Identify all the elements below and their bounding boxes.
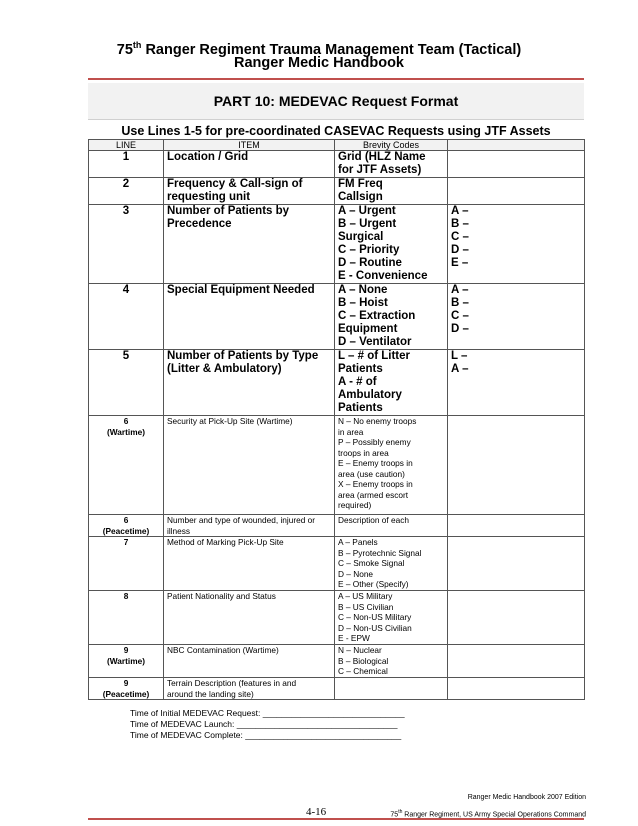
line-cell: 3 <box>89 205 164 284</box>
extra-cell: A – B – C – D – <box>448 284 585 350</box>
footer-unit-sup: th <box>398 809 403 815</box>
title-rest: Ranger Regiment Trauma Management Team (Tactical) <box>141 41 522 58</box>
table-header-row <box>89 140 585 151</box>
line-cell: 2 <box>89 178 164 205</box>
codes-cell: A – None B – Hoist C – Extraction Equipment D – Ventilator <box>335 284 448 350</box>
time-launch: Time of MEDEVAC Launch: __________________________________ <box>130 719 398 729</box>
extra-cell: A – B – C – D – E – <box>448 205 585 284</box>
item-cell: Number and type of wounded, injured or illness <box>164 515 335 537</box>
codes-cell: N – Nuclear B – Biological C – Chemical <box>335 645 448 678</box>
item-cell: Frequency & Call-sign of requesting unit <box>164 178 335 205</box>
extra-cell <box>448 591 585 645</box>
item-cell: Number of Patients by Precedence <box>164 205 335 284</box>
item-cell: Patient Nationality and Status <box>164 591 335 645</box>
header-extra <box>448 140 585 151</box>
line-cell: 9 (Wartime) <box>89 645 164 678</box>
medevac-table <box>88 139 585 700</box>
table-row <box>89 178 585 205</box>
footer-unit-rest: Ranger Regiment, US Army Special Operations Command <box>402 811 586 819</box>
item-cell: Number of Patients by Type (Litter & Ambulatory) <box>164 350 335 416</box>
line-cell: 8 <box>89 591 164 645</box>
table-row <box>89 678 585 700</box>
table-row <box>89 515 585 537</box>
footer-rule <box>88 818 584 820</box>
header-rule <box>88 78 584 80</box>
item-cell: Special Equipment Needed <box>164 284 335 350</box>
line-cell: 6 (Wartime) <box>89 416 164 515</box>
line-cell: 4 <box>89 284 164 350</box>
item-cell: Security at Pick-Up Site (Wartime) <box>164 416 335 515</box>
intro-text: Use Lines 1-5 for pre-coordinated CASEVAC Requests using JTF Assets <box>121 124 551 138</box>
codes-cell <box>335 678 448 700</box>
extra-cell <box>448 537 585 591</box>
item-cell: Terrain Description (features in and around the landing site) <box>164 678 335 700</box>
header-line: LINE <box>89 140 164 151</box>
codes-cell: A – US Military B – US Civilian C – Non-US Military D – Non-US Civilian E - EPW <box>335 591 448 645</box>
table-row <box>89 284 585 350</box>
title-number: 75 <box>116 41 133 58</box>
page-number: 4-16 <box>306 806 327 818</box>
line-cell: 7 <box>89 537 164 591</box>
extra-cell <box>448 178 585 205</box>
line-cell: 5 <box>89 350 164 416</box>
table-row <box>89 645 585 678</box>
codes-cell: Description of each <box>335 515 448 537</box>
line-cell: 1 <box>89 151 164 178</box>
table-row <box>89 205 585 284</box>
time-initial-request: Time of Initial MEDEVAC Request: ______________________________ <box>130 708 405 718</box>
footer-edition: Ranger Medic Handbook 2007 Edition <box>467 794 586 801</box>
item-cell: Method of Marking Pick-Up Site <box>164 537 335 591</box>
extra-cell <box>448 416 585 515</box>
header-item: ITEM <box>164 140 335 151</box>
extra-cell <box>448 151 585 178</box>
part-title: PART 10: MEDEVAC Request Format <box>88 83 584 120</box>
title-sup: th <box>132 40 142 50</box>
footer-unit-number: 75 <box>390 811 399 819</box>
document-subtitle: Ranger Medic Handbook <box>234 55 404 71</box>
codes-cell: L – # of Litter Patients A - # of Ambulatory Patients <box>335 350 448 416</box>
codes-cell: Grid (HLZ Name for JTF Assets) <box>335 151 448 178</box>
extra-cell <box>448 645 585 678</box>
table-row <box>89 350 585 416</box>
codes-cell: N – No enemy troops in area P – Possibly enemy troops in area E – Enemy troops in area (use caution) X – Enemy troops in area (armed escort required) <box>335 416 448 515</box>
line-cell: 6 (Peacetime) <box>89 515 164 537</box>
extra-cell: L – A – <box>448 350 585 416</box>
line-cell: 9 (Peacetime) <box>89 678 164 700</box>
codes-cell: A – Panels B – Pyrotechnic Signal C – Smoke Signal D – None E – Other (Specify) <box>335 537 448 591</box>
table-row <box>89 416 585 515</box>
table-row <box>89 591 585 645</box>
extra-cell <box>448 678 585 700</box>
time-complete: Time of MEDEVAC Complete: _________________________________ <box>130 730 402 740</box>
codes-cell: A – Urgent B – Urgent Surgical C – Priority D – Routine E - Convenience <box>335 205 448 284</box>
item-cell: Location / Grid <box>164 151 335 178</box>
item-cell: NBC Contamination (Wartime) <box>164 645 335 678</box>
codes-cell: FM Freq Callsign <box>335 178 448 205</box>
header-codes: Brevity Codes <box>335 140 448 151</box>
table-row <box>89 151 585 178</box>
table-row <box>89 537 585 591</box>
extra-cell <box>448 515 585 537</box>
